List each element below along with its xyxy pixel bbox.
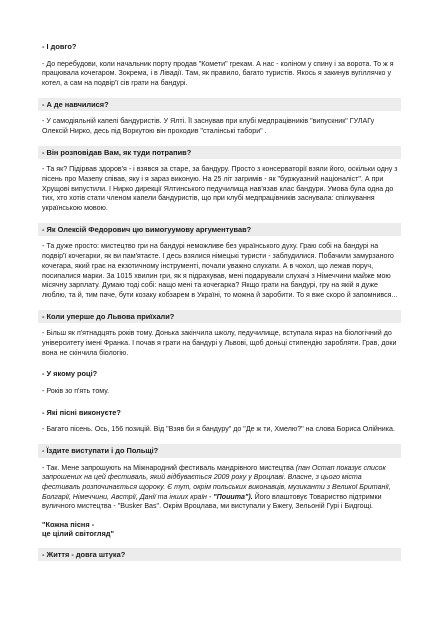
pull-quote-line: "Кожна пісня -	[42, 520, 95, 530]
answer-paragraph: - Та дуже просто: мистецтво гри на бандурі неможливе без українського духу. Граю собі на бандурі на подвір'ї кочегарки, як ви пам'ятаєте. І десь взялися німецькі туристи - заблудилися. Побачили замурзаного кочегара, який грає на екзотичному інструменті, почали уважно слухати. А в чохол, що лежав поруч, посипалися марки. За 1015 хвилин гри, як я підрахував, мені подарували слухачі з Німеччини майже мою місячну зарплату. Думаю тоді собі: нащо мені та кочегарка? Якщо грати на бандурі, гру на якій я дуже люблю, та й, тим паче, бути козаку кобзарем в Україні, то можна й заробити. То я вже скоро й запомнився...	[42, 242, 398, 299]
pull-quote-line: це цілий світогляд"	[42, 529, 114, 539]
answer-paragraph: - Та як? Підірвав здоров'я - і взявся за старе, за бандуру. Просто з консерваторії взяли його, оскільки одну з пісень про Мазепу співав, яку і я зараз виконую. На 25 літ загримів - як "буржуазний націоналіст". А при Хрущові випустили. І Нирко дирекції Ялтинського педучилища нав'язав клас бандури. Умова була одна до тих, хто хотів стати членом капели бандуристів, що при клубі медпрацівників заснувала: спілкування українською мовою.	[42, 165, 398, 213]
answer-paragraph	[42, 464, 401, 513]
question-heading: - Він розповідав Вам, як туди потрапив?	[38, 146, 401, 160]
answer-paragraph: - Більш як п'ятнадцять років тому. Донька закінчила школу, педучилище, вступала якраз на біологічний до університету імені Франка. І почав я грати на бандурі у Львові, щоб доньці стипендію заробляти. Грав, доки вона не скінчила біологію.	[42, 329, 397, 357]
question-heading: - А де навчилися?	[38, 98, 401, 112]
question-heading: - Їздите виступати і до Польщі?	[38, 444, 401, 458]
answer-paragraph: - У самодіяльній капелі бандуристів. У Ялті. Її заснував при клубі медпрацівників "випускник" ГУЛАГу Олексій Нирко, десь під Воркутою він проходив "сталінські табори" .	[42, 117, 375, 135]
question-heading: - І довго?	[42, 42, 77, 51]
answer-paragraph: - Багато пісень. Ось, 156 позицій. Від "Взяв би я бандуру" до "Де ж ти, Хмелю?" на слова Бориса Олійника.	[42, 425, 395, 434]
answer-text: Його влаштовує Товариство підтримки вуличного мистецтва - "Busker Bas". Окрім Вроцлава, ми виступали у Бжегу, Зельоній Гурі і Бидгощі.	[42, 492, 382, 511]
answer-text: - Так. Мене запрошують на Міжнародний фестиваль мандрівного мистецтва	[42, 463, 296, 472]
pull-quote	[42, 520, 401, 539]
question-heading: - Коли уперше до Львова приїхали?	[38, 310, 401, 324]
question-heading: - У якому році?	[42, 369, 98, 379]
answer-bold-italic-text: "Поиита").	[213, 492, 253, 501]
question-heading: - Як Олексій Федорович цю вимогуумову аргументував?	[38, 223, 401, 237]
answer-italic-text: (пан Остап показує список запрошених на цей фестиваль, який відбувається 2009 року у Вроцлаві. Власне, з цього міста фестиваль розпочинається щороку. Є тут, окрім польських виконавців, музиканти з Великої Британії, Болгарії, Німеччини, Австрії, Данії та інших країн -	[42, 463, 391, 501]
answer-paragraph: - До перебудови, коли начальник порту продав "Комети" грекам. А нас - коліном у спину і за ворота. То ж я працювала кочегаром. Зокрема, і в Лівадії. Там, як правило, багато туристів. Якось я закинув вугіллячко у котел, а сам на подвір'ї сів грати на бандурі.	[42, 59, 394, 87]
answer-paragraph: - Років зо п'ять тому.	[42, 386, 110, 395]
question-heading: - Життя - довга штука?	[38, 548, 401, 562]
question-heading: - Які пісні виконуєте?	[42, 407, 121, 417]
